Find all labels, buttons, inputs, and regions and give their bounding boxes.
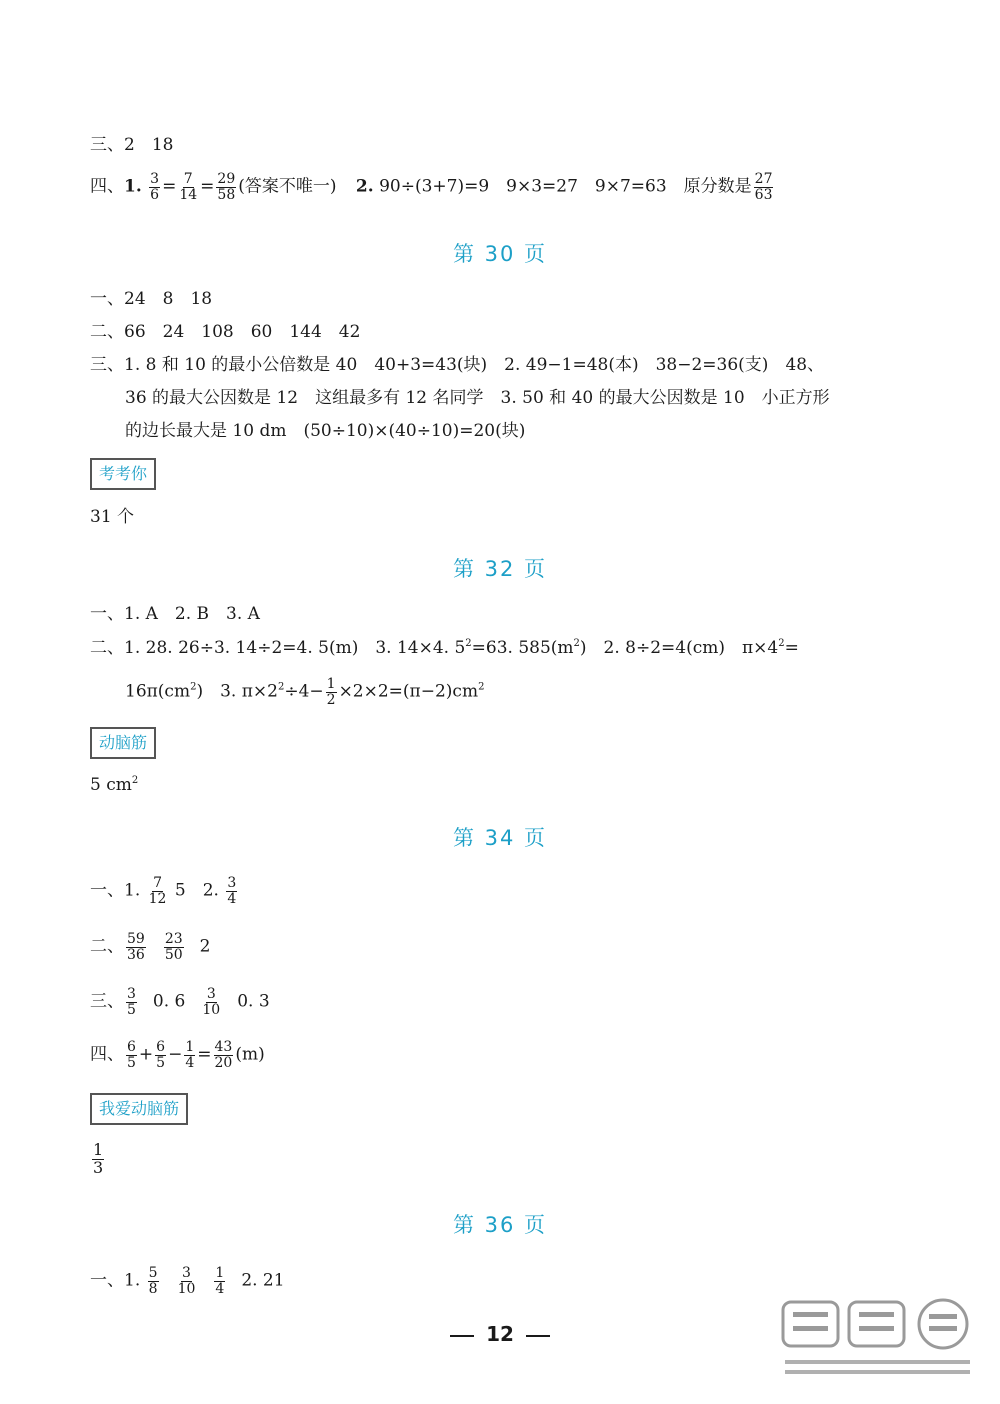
p34-tag-answer	[90, 1142, 106, 1177]
p32-er-line1	[90, 639, 799, 657]
fraction	[92, 1142, 104, 1177]
text: =	[197, 1044, 212, 1065]
p32-yi-line: 一、1. A 2. B 3. A	[90, 604, 260, 624]
fraction	[155, 1040, 166, 1070]
p30-san-line1: 三、1. 8 和 10 的最小公倍数是 40 40+3=43(块) 2. 49−1=48(本) 38−2=36(支) 48、	[90, 355, 825, 375]
denominator: 36	[127, 946, 145, 963]
superscript: 2	[131, 775, 139, 786]
fraction	[201, 987, 221, 1017]
tag-kaokaoni: 考考你	[90, 458, 156, 490]
denominator: 5	[127, 1001, 136, 1018]
watermark-stroke	[929, 1314, 957, 1319]
tag-woaidongnaojin: 我爱动脑筋	[90, 1093, 188, 1125]
denominator: 12	[148, 890, 167, 907]
text: +	[138, 1044, 154, 1065]
denominator: 4	[215, 1280, 225, 1297]
fraction	[148, 1266, 159, 1296]
superscript: 2	[465, 638, 472, 649]
denominator: 50	[164, 946, 183, 963]
numerator: 59	[127, 931, 145, 947]
text: =	[784, 638, 799, 658]
watermark-stroke	[929, 1326, 957, 1331]
section-heading-p32: 第 32 页	[452, 557, 548, 581]
fraction	[126, 1040, 137, 1070]
text: ÷4−	[284, 681, 324, 702]
section-heading-p36: 第 36 页	[452, 1213, 548, 1237]
numerator: 1	[326, 676, 336, 692]
superscript: 2	[277, 681, 285, 693]
denominator: 3	[93, 1157, 104, 1177]
watermark-glyph-box	[783, 1302, 838, 1346]
numerator: 3	[127, 986, 136, 1002]
text: 四、	[90, 1044, 124, 1065]
text: 一、1.	[90, 1270, 141, 1291]
numerator: 1	[185, 1039, 195, 1055]
p32-er-line2	[125, 677, 484, 707]
p28-si-line	[90, 172, 775, 202]
p28-si-prefix: 四、	[90, 176, 124, 197]
p34-yi-line	[90, 876, 239, 906]
p28-si-num2: 2.	[355, 176, 374, 197]
tag-dongnaojin: 动脑筋	[90, 727, 156, 759]
denominator: 20	[214, 1054, 233, 1071]
equals: =	[162, 176, 177, 197]
denominator: 14	[179, 186, 198, 203]
denominator: 2	[326, 691, 336, 708]
p28-si-num1: 1.	[124, 176, 142, 197]
text: 二、	[90, 936, 124, 957]
p28-san-line	[90, 137, 173, 154]
text: (m)	[235, 1044, 265, 1065]
numerator: 3	[182, 1265, 191, 1281]
watermark-stroke	[859, 1326, 894, 1331]
p30-yi-line: 一、24 8 18	[90, 289, 213, 309]
p34-er-line	[90, 932, 210, 962]
denominator: 8	[148, 1280, 158, 1297]
p30-san-line3: 的边长最大是 10 dm (50÷10)×(40÷10)=20(块)	[125, 421, 526, 441]
text: ×2×2=(π−2)cm	[338, 681, 479, 702]
equals: =	[200, 176, 215, 197]
fraction	[178, 172, 198, 202]
fraction	[326, 677, 337, 707]
denominator: 10	[202, 1001, 221, 1018]
p28-si-note: (答案不唯一)	[238, 176, 337, 197]
p30-tag-answer: 31 个	[90, 507, 135, 527]
denominator: 58	[217, 186, 236, 203]
denominator: 4	[185, 1054, 195, 1071]
text: 一、1.	[90, 880, 141, 901]
text: ) 3. π×2	[196, 681, 278, 702]
numerator: 7	[153, 875, 163, 891]
watermark-stroke	[859, 1312, 894, 1317]
text: 0. 3	[237, 991, 270, 1012]
fraction	[754, 172, 774, 202]
fraction	[126, 987, 137, 1017]
numerator: 3	[150, 171, 160, 187]
p34-san-line	[90, 987, 270, 1017]
fraction	[177, 1266, 197, 1296]
denominator: 10	[177, 1280, 196, 1297]
fraction	[149, 172, 160, 202]
numerator: 1	[215, 1265, 225, 1281]
text: 2	[199, 936, 211, 957]
fraction	[184, 1040, 195, 1070]
watermark-glyph-box	[849, 1302, 904, 1346]
watermark-url-bars	[785, 1360, 970, 1374]
superscript: 2	[190, 681, 197, 693]
p36-yi-line	[90, 1266, 285, 1296]
p32-tag-answer	[90, 776, 138, 794]
watermark-logo	[775, 1296, 980, 1386]
section-heading-p34: 第 34 页	[452, 826, 548, 850]
dash-left	[450, 1335, 474, 1337]
denominator: 63	[754, 186, 773, 203]
superscript: 2	[478, 681, 485, 693]
fraction	[226, 876, 237, 906]
text: 5 cm	[90, 775, 132, 795]
section-heading-p30: 第 30 页	[452, 242, 548, 266]
numerator: 23	[164, 931, 183, 947]
numerator: 5	[148, 1265, 158, 1281]
numerator: 3	[227, 875, 237, 891]
fraction	[148, 876, 168, 906]
numerator: 6	[127, 1039, 136, 1055]
text: 三、	[90, 991, 124, 1012]
page-number-text: 12	[486, 1322, 514, 1346]
fraction	[214, 1266, 225, 1296]
text: 16π(cm	[125, 681, 191, 702]
text: ) 2. 8÷2=4(cm) π×4	[579, 638, 779, 658]
p28-san-text: 三、2 18	[90, 135, 174, 155]
text: 0. 6	[152, 991, 186, 1012]
fraction	[126, 932, 146, 962]
watermark-url-bar	[785, 1370, 970, 1374]
numerator: 43	[214, 1039, 233, 1055]
text: −	[168, 1044, 183, 1065]
watermark-circle	[919, 1300, 967, 1348]
denominator: 5	[156, 1054, 166, 1071]
p28-si-calc: 90÷(3+7)=9 9×3=27 9×7=63 原分数是	[379, 176, 752, 197]
text: 5 2.	[174, 880, 219, 901]
numerator: 7	[183, 171, 193, 187]
denominator: 6	[150, 186, 160, 203]
denominator: 5	[127, 1054, 136, 1071]
watermark-stroke	[793, 1312, 828, 1317]
text: 二、1. 28. 26÷3. 14÷2=4. 5(m) 3. 14×4. 5	[90, 638, 466, 658]
text: =63. 585(m	[471, 638, 574, 658]
p34-si-line	[90, 1040, 265, 1070]
watermark-url-bar	[785, 1360, 970, 1364]
numerator: 1	[93, 1140, 104, 1159]
superscript: 2	[573, 638, 580, 649]
watermark-stroke	[793, 1326, 828, 1331]
text: 2. 21	[241, 1270, 285, 1291]
numerator: 6	[156, 1039, 166, 1055]
p30-er-line: 二、66 24 108 60 144 42	[90, 322, 361, 342]
superscript: 2	[778, 638, 785, 649]
numerator: 3	[206, 986, 216, 1002]
p30-san-line2: 36 的最大公因数是 12 这组最多有 12 名同学 3. 50 和 40 的最大公因数是 10 小正方形	[125, 388, 830, 408]
fraction	[216, 172, 236, 202]
fraction	[214, 1040, 234, 1070]
denominator: 4	[227, 890, 237, 907]
fraction	[164, 932, 184, 962]
dash-right	[526, 1335, 550, 1337]
numerator: 27	[754, 171, 773, 187]
numerator: 29	[217, 171, 236, 187]
